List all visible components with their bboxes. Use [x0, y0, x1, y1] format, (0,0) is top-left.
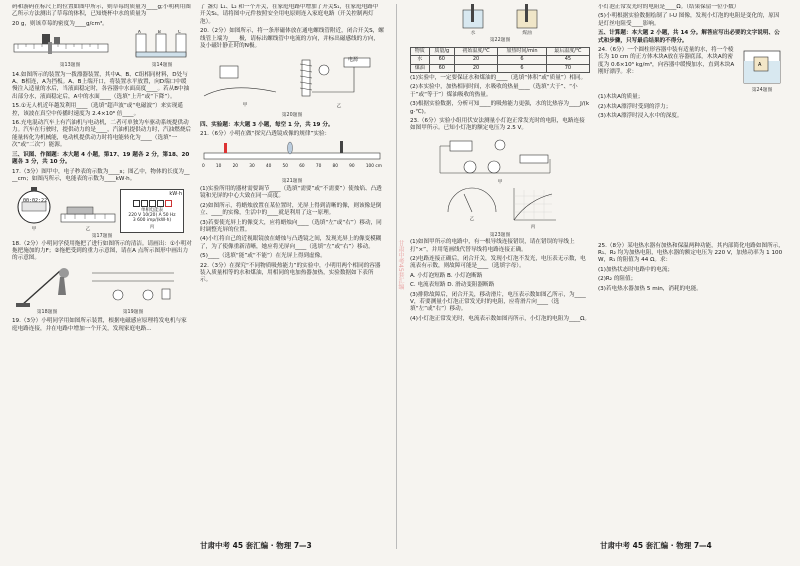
fig18-block [12, 265, 82, 316]
q24-part-2: (2)木块A漂浮时受到的浮力； [598, 103, 672, 110]
beaker-oil-figure [507, 4, 547, 30]
bench-ticks [200, 163, 384, 170]
iu-graph-figure [508, 186, 558, 224]
fig23-meters-row [410, 186, 590, 231]
footer-left: 甘肃中考 45 套汇编 · 物理 7—3 [200, 541, 312, 550]
q22-part-2: (2)本实验中，加热相同时间，水吸收的热量____（选填“大于”、“小于”或“等于”）煤油吸收的热量。 [410, 84, 578, 98]
solenoid-power-label: 电源 [348, 57, 359, 64]
column-4 [598, 4, 784, 295]
optical-bench-svg [200, 141, 384, 163]
watermark: 甘肃中考45套汇编 [397, 240, 404, 290]
q23-option-cd: C. 电流表短路 D. 滑动变阻器断路 [410, 282, 495, 289]
fig22-caption: 第22题图 [489, 38, 511, 44]
table-cell: 20 [454, 64, 497, 72]
svg-text:A: A [758, 62, 762, 69]
fig20-yi [294, 52, 384, 110]
table-cell: 60 [429, 56, 454, 64]
svg-text:A: A [138, 30, 141, 35]
table-cell: 45 [546, 56, 589, 64]
q25-part-1: (1)加热状态时电路中的电流； [598, 266, 674, 273]
fig22-label-oil: 煤油 [522, 31, 532, 36]
table-cell: 水 [411, 56, 430, 64]
fig19-block [88, 265, 178, 316]
tick-0: 0 [202, 164, 205, 170]
column-4-intro: 小灯泡正常发光时的电阻是____Ω。（结果保留一位小数） [598, 4, 740, 10]
section-4-heading: 四、实验题：本大题 3 小题，每空 1 分，共 19 分。 [200, 121, 334, 128]
question-14: 14.如图所示的装置为一拨漂器装置，其中A、B、C组相同材料，D处与A、B相连，A为挡板。A、B上端开口，将装置水平放置，向D端口中缓慢注入适量的水后，当液面稳定时，各容器中水面高度____。若从B中抽出部分水，液面稳定后，A中的水面____（选填“上升”或“下降”）。 [12, 71, 190, 100]
question-24: 24.（6分）一个圆柱形容器中装有适量的水，将一个棱长为 10 cm 的正方体木块A放在容器底部，木块A的密度为 0.6×10³ kg/m³，向容器中缓慢加水，直到木块A刚好漂浮。求： [598, 47, 735, 76]
meter-line-1: 单相电能表 [141, 207, 163, 213]
fig22-row [410, 4, 590, 37]
question-15: 15.①无人机近年越发利用____（选填“超声波”或“电磁波”）来实现遥控，该波在真空中传播时速度为 2.4×10⁸ 倍____。 [12, 103, 183, 117]
table-cell: 6 [498, 56, 547, 64]
fig22-label-water: 水 [470, 31, 476, 36]
column-1 [12, 4, 192, 335]
fig24-block [740, 47, 784, 94]
fig23-bing [508, 186, 558, 231]
table-header-cell: 加热时间/min [498, 47, 547, 55]
tick-40: 40 [265, 164, 272, 170]
q23-part-4: (4)小灯泡正常发光时，电流表示数如图丙所示，小灯泡的电阻为____Ω。 [410, 315, 590, 322]
tick-10: 10 [215, 164, 222, 170]
q21-part-4: (4)小红将自己的近视眼镜放在蜡烛与凸透镜之间，发现光屏上的像变模糊了，为了使像重新清晰，她应将光屏向____（选填“左”或“右”）移动。 [200, 236, 382, 250]
house-wiring-figure [200, 52, 280, 102]
q21-part-3: (3)若要使光屏上的像变大，应将蜡烛向____（选填“左”或“右”）移动，同时调整光屏的位置。 [200, 219, 382, 233]
q24-row [598, 47, 784, 94]
fig14-caption: 第14题图 [151, 63, 173, 69]
fig23-label-yi: 乙 [469, 217, 475, 223]
ruler-figure [59, 204, 117, 226]
fig20-row [200, 52, 384, 110]
fig17-row [12, 185, 192, 233]
table-row [411, 56, 590, 64]
tick-80: 80 [332, 164, 338, 170]
tick-30: 30 [249, 164, 255, 170]
fig17-jia [12, 185, 56, 233]
fig22-water [453, 4, 493, 37]
balance-scale-figure [12, 30, 112, 62]
table-header-row [411, 47, 590, 55]
meter-line-2: 220 V 10(20) A 50 Hz [128, 212, 176, 218]
connected-vessel-figure [132, 30, 192, 62]
fig22-oil [507, 4, 547, 37]
fig23-label-bing: 丙 [530, 225, 536, 231]
fig20-jia [200, 52, 290, 110]
mop-figure [12, 265, 82, 309]
fig17-bing [120, 189, 184, 233]
tick-20: 20 [232, 164, 239, 170]
fig14-block [132, 30, 192, 69]
section-3-heading: 三、识图、作图题：本大题 4 小题，第17、19 题各 2 分，第18、20 题各 3 分，共 10 分。 [12, 151, 190, 166]
q24-part-1: (1)木块A的质量； [598, 94, 644, 101]
question-21-heading: 21.（6分）小明在做“探究凸透镜成像的规律”实验： [200, 131, 331, 138]
column-3 [410, 4, 590, 325]
q21-part-2: (2)如图所示，将蜡烛放置在某位置时，光屏上得到清晰的像，则该像是倒立、____的实像，生活中的____就是利用了这一原理。 [200, 202, 382, 217]
question-25: 25.（8分）某电热水器有加热和保温两种功能，其内部简化电路如图所示，R₁、R₂ 均为加热电阻，电热水器的额定电压为 220 V，加热功率为 1 100 W，R₁ 的阻值为 44 Ω。求： [598, 242, 784, 264]
heat-data-table [410, 47, 590, 73]
svg-text:C: C [178, 30, 181, 35]
table-header-cell: 物质 [411, 47, 430, 55]
q23-part-2: (2)电路连接正确后，闭合开关，发现小灯泡不发光，电压表无示数，电流表有示数，则故障可能是____（选填字母）。 [410, 255, 586, 270]
q23-part-1: (1)如图甲所示的电路中，有一根导线连接错误，请在错误的导线上打“×”，并用笔画线代替导线将电路连接正确。 [410, 239, 575, 253]
q22-part-3: (3)根据实验数据，分析可知____的吸热能力更强，水的比热容为____J/(kg·℃)。 [410, 101, 590, 115]
column-2 [200, 4, 384, 287]
tick-50: 50 [282, 164, 289, 170]
fig19-caption: 第19题图 [122, 309, 144, 315]
fig17-caption: 第17题图 [91, 234, 113, 240]
table-header-cell: 初始温度/℃ [454, 47, 497, 55]
question-16: 16.充电混动汽车上有汽油机与电动机，二者可单独为车驱动系统提供动力。汽车在行驶时，提供动力的是____，汽油机提供动力时，汽油燃烧后能量转化为机械能，电动机提供动力时将电能转化为____（选填“一次”或“二次”）能源。 [12, 120, 192, 149]
watch-reading: 00:02:22 [23, 198, 48, 205]
intro-line-1: 码和游码在标尺上的位置如图甲所示，则草莓的质量为____g;小明利用图乙所示方法测出了草莓的体积，已知烧杯中水的质量为 [12, 4, 191, 18]
fig13-caption: 第13题图 [59, 63, 81, 69]
circuit-figure-19 [88, 265, 178, 309]
meter-unit: kW·h [169, 191, 182, 198]
table-cell: 20 [454, 56, 497, 64]
lamp-circuit-figure [410, 135, 590, 179]
q22-part-1: (1)实验中，一定要保证水和煤油的____（选填“体积”或“质量”）相同。 [410, 75, 587, 82]
fig17-label-jia: 甲 [31, 226, 37, 232]
tick-60: 60 [299, 164, 305, 170]
question-19: 19.（3分）小明同学用如图所示装置，根据电磁感应原理将发电机与家庭电路连接，并在电路中增加一个开关，发现家庭电路... [12, 318, 187, 332]
svg-text:B: B [158, 30, 161, 35]
fig17-label-bing: 丙 [149, 224, 155, 230]
question-20: 20.（2分）如图所示，将一条形磁体放在通电螺线管附近，闭合开关S，螺线管上端为____极，请标出螺线管中电流的方向，并标出磁感线的方向，及小磁针静止时的N极。 [200, 28, 384, 50]
voltmeter-dial-figure [442, 186, 502, 216]
meter-digits [122, 200, 182, 207]
q21-part-5: (5)____（选填“能”或“不能”）在光屏上得到虚像。 [200, 253, 326, 260]
tick-70: 70 [315, 164, 322, 170]
container-block-figure [740, 47, 784, 87]
table-header-cell: 质量/g [429, 47, 454, 55]
column-2-intro: 了 盏灯 L₁、L₂ 和一个开关，在家庭电路中增加了开关S₁，在家庭电路中开关S₁，请将图中元件按照安全用电原则连入家庭电路（开关控制两灯泡）。 [200, 4, 379, 25]
question-22: 22.（3分）在探究“不同物质吸热能力”的实验中，小明用两个相同的容器装入质量相等的水和煤油，用相同的电加热器加热，实验数据如下表所示。 [200, 262, 381, 284]
beaker-water-figure [453, 4, 493, 30]
question-18: 18.（2分）小明同学使用拖把了进行如图所示的清洁。请画出：①小明对拖把施加的力F；②拖把受到的重力示意图，请在A 点所示图形中画出力的示意图。 [12, 240, 192, 262]
fig23-caption: 第23题图 [489, 232, 511, 238]
q25-part-3: (3)若电热水器加热 5 min，消耗的电能。 [598, 285, 702, 292]
table-cell: 6 [498, 64, 547, 72]
section-5-heading: 五、计算题：本大题 2 小题，共 14 分。解答应写出必要的文字说明、公式和步骤，只写最后结果的不得分。 [598, 30, 780, 44]
fig18-19-row [12, 265, 192, 316]
fig17-label-yi: 乙 [85, 226, 91, 232]
fig24-caption: 第24题图 [751, 88, 773, 94]
table-cell: 70 [546, 64, 589, 72]
table-header-cell: 最后温度/℃ [546, 47, 589, 55]
fig23-jia [410, 135, 590, 186]
fig23-label-jia: 甲 [497, 179, 503, 185]
fig17-yi [59, 204, 117, 233]
table-row [411, 64, 590, 72]
fig13-block [12, 30, 128, 69]
fig13-14-row [12, 30, 192, 69]
fig23-yi [442, 186, 502, 231]
q21-part-1: (1)实验所用的器材需要调节____（选填“需要”或“不需要”）使烛焰、凸透镜和光屏的中心大致在同一高度。 [200, 185, 382, 200]
fig20-caption: 第20题图 [281, 113, 303, 119]
q25-part-2: (2)R₂ 的阻值； [598, 276, 637, 283]
table-cell: 煤油 [411, 64, 430, 72]
intro-line-2: 20 g，则该草莓的密度为____g/cm³。 [12, 20, 108, 27]
q23-part-5: (5)小明根据实验数据绘制了 I-U 图像，发现小灯泡的电阻是变化的，原因是灯丝电阻受____影响。 [598, 13, 780, 27]
footer-right: 甘肃中考 45 套汇编 · 物理 7—4 [600, 541, 712, 550]
tick-100: 100 cm [365, 164, 382, 170]
fig18-caption: 第18题图 [36, 309, 58, 315]
tick-90: 90 [349, 164, 355, 170]
q24-part-3: (3)木块A漂浮时浸入水中的深度。 [598, 113, 683, 120]
q23-part-3: (3)排除故障后，闭合开关，移动滑片，电压表示数如图乙所示，为____V，若要测量小灯泡正常发光时的电阻，应将滑片向____（选填“左”或“右”）移动。 [410, 291, 586, 313]
meter-line-3: 3 600 imp/(kW·h) [132, 218, 172, 224]
optical-bench-figure [200, 141, 384, 175]
fig20-label-jia: 甲 [242, 103, 248, 109]
fig20-label-yi: 乙 [336, 103, 342, 109]
question-17: 17.（3分）图甲中，电子秒表的示数为____s；图乙中，物体的长度为____cm；如图丙所示，电能表的示数为____kW·h。 [12, 168, 190, 182]
blank-answer-area [598, 123, 784, 243]
fig21-caption: 第21题图 [281, 179, 303, 185]
question-23: 23.（6分）实验小组用伏安法测量小灯泡正常发光时的电阻，电路连接如图甲所示。已知小灯泡的额定电压为 2.5 V。 [410, 118, 585, 132]
q23-option-ab: A. 小灯泡短路 B. 小灯泡断路 [410, 272, 483, 279]
table-cell: 60 [429, 64, 454, 72]
